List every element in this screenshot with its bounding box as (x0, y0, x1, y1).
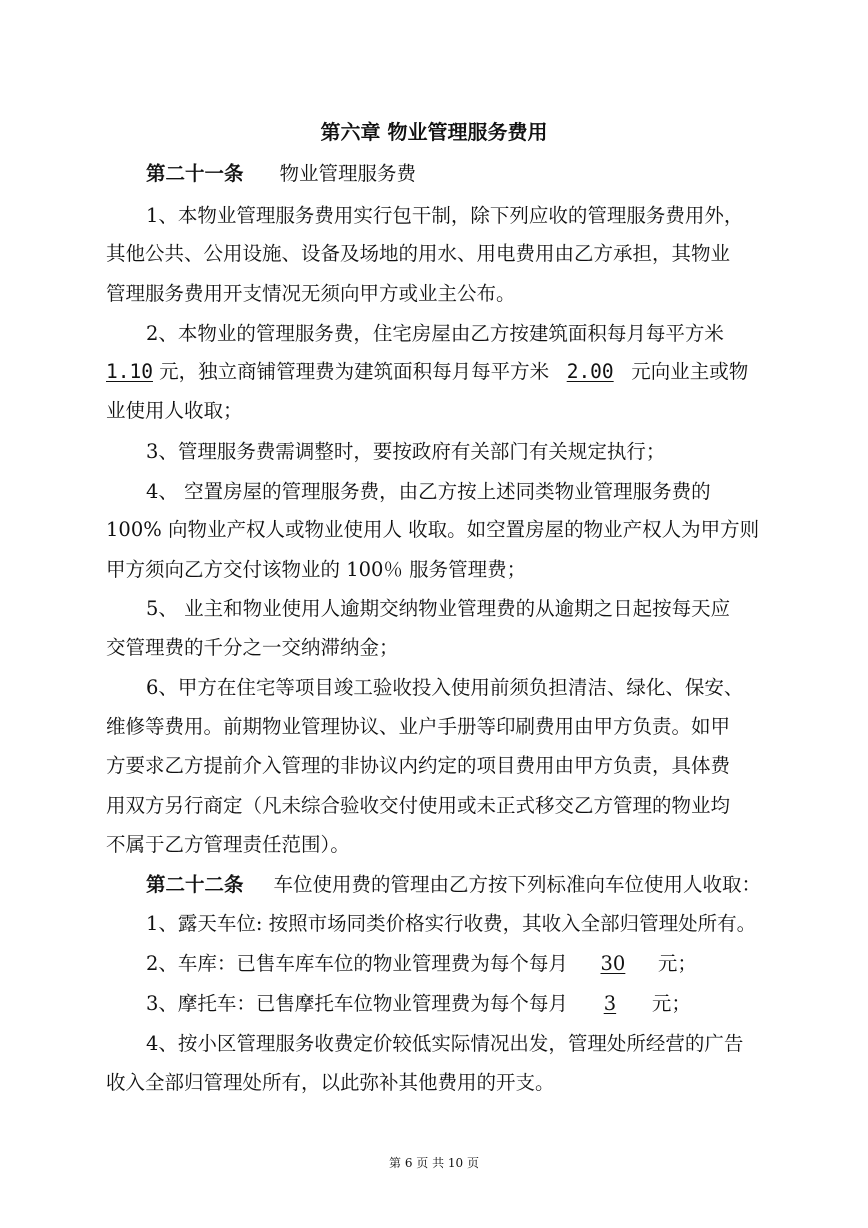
paragraph-4-line-3: 甲方须向乙方交付该物业的 100％ 服务管理费； (106, 558, 527, 581)
parking-item-3-prefix: 3、摩托车：已售摩托车位物业管理费为每个每月 (146, 992, 568, 1015)
paragraph-5-line-1: 5、 业主和物业使用人逾期交纳物业管理费的从逾期之日起按每天应 (146, 597, 731, 620)
paragraph-6-line-1: 6、甲方在住宅等项目竣工验收投入使用前须负担清洁、绿化、保安、 (146, 676, 744, 699)
article-21-label: 第二十一条 (146, 162, 244, 185)
parking-item-3 (146, 989, 691, 1019)
paragraph-2-line-2 (106, 357, 748, 387)
parking-item-3-suffix: 元； (651, 992, 691, 1015)
paragraph-6-line-5: 不属于乙方管理责任范围）。 (106, 833, 350, 856)
chapter-title: 第六章 物业管理服务费用 (320, 120, 548, 144)
parking-item-4-line-1: 4、按小区管理服务收费定价较低实际情况出发，管理处所经营的广告 (146, 1032, 744, 1055)
paragraph-5-line-2: 交管理费的千分之一交纳滞纳金； (106, 636, 399, 659)
article-22-header (146, 870, 761, 900)
parking-item-2-suffix: 元； (657, 952, 697, 975)
article-21-header (146, 159, 416, 189)
paragraph-4-line-1: 4、 空置房屋的管理服务费，由乙方按上述同类物业管理服务费的 (146, 480, 711, 503)
article-21-heading: 物业管理服务费 (279, 162, 417, 185)
motorcycle-fee-value: 3 (603, 992, 617, 1015)
paragraph-2-end-text: 元向业主或物 (631, 360, 749, 383)
paragraph-2-line-1: 2、本物业的管理服务费，住宅房屋由乙方按建筑面积每月每平方米 (146, 322, 724, 345)
page-footer: 第 6 页 共 10 页 (389, 1156, 479, 1170)
parking-item-1: 1、露天车位: 按照市场同类价格实行收费，其收入全部归管理处所有。 (146, 912, 757, 935)
paragraph-1-line-2: 其他公共、公用设施、设备及场地的用水、用电费用由乙方承担，其物业 (106, 242, 731, 265)
parking-item-2 (146, 949, 697, 979)
paragraph-2-line-3: 业使用人收取； (106, 399, 243, 422)
parking-item-2-prefix: 2、车库：已售车库车位的物业管理费为每个每月 (146, 952, 568, 975)
residential-fee-value: 1.10 (106, 360, 153, 383)
garage-fee-value: 30 (600, 952, 626, 975)
paragraph-3: 3、管理服务费需调整时，要按政府有关部门有关规定执行； (146, 440, 666, 463)
paragraph-2-mid-text: 元，独立商铺管理费为建筑面积每月每平方米 (159, 360, 550, 383)
parking-item-4-line-2: 收入全部归管理处所有，以此弥补其他费用的开支。 (106, 1071, 555, 1094)
paragraph-6-line-3: 方要求乙方提前介入管理的非协议内约定的项目费用由甲方负责，具体费 (106, 754, 731, 777)
shop-fee-value: 2.00 (566, 360, 614, 383)
paragraph-6-line-4: 用双方另行商定（凡未综合验收交付使用或未正式移交乙方管理的物业均 (106, 794, 731, 817)
article-22-label: 第二十二条 (146, 873, 244, 896)
paragraph-4-line-2: 100% 向物业产权人或物业使用人 收取。如空置房屋的物业产权人为甲方则 (106, 518, 760, 541)
paragraph-1-line-1: 1、本物业管理服务费用实行包干制，除下列应收的管理服务费用外， (146, 204, 744, 227)
article-22-heading: 车位使用费的管理由乙方按下列标准向车位使用人收取： (273, 873, 762, 896)
paragraph-1-line-3: 管理服务费用开支情况无须向甲方或业主公布。 (106, 282, 516, 305)
paragraph-6-line-2: 维修等费用。前期物业管理协议、业户手册等印刷费用由甲方负责。如甲 (106, 715, 731, 738)
